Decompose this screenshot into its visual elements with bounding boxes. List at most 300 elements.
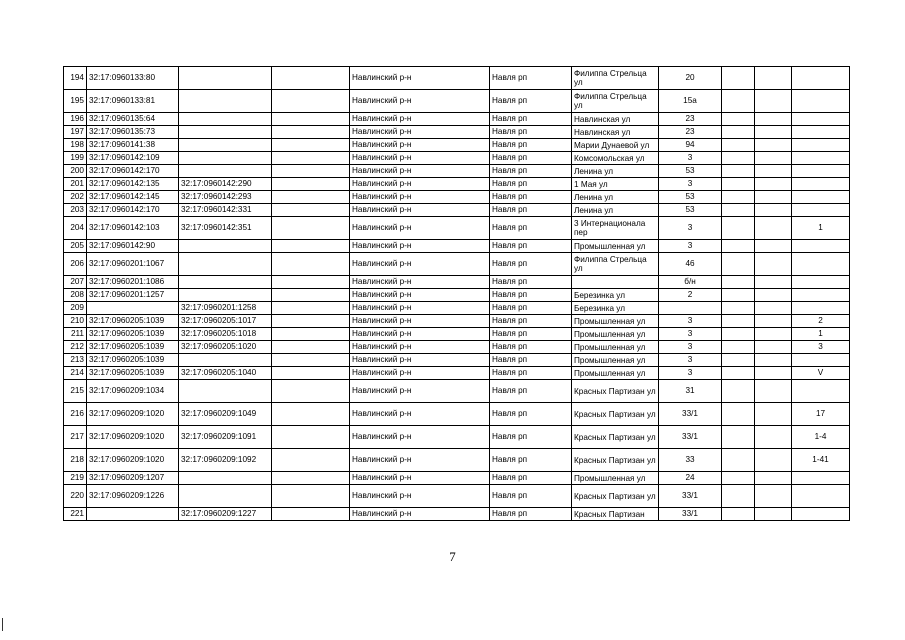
related-cadastral-number [179, 165, 272, 178]
district-cell: Навлинский р-н [350, 472, 490, 485]
related-cadastral-number: 32:17:0960142:351 [179, 217, 272, 240]
cadastral-number: 32:17:0960209:1020 [87, 403, 179, 426]
related-cadastral-number [179, 152, 272, 165]
apartment-cell [792, 289, 850, 302]
house-number-cell: 46 [659, 253, 722, 276]
cadastral-number: 32:17:0960142:90 [87, 240, 179, 253]
settlement-cell: Навля рп [490, 165, 572, 178]
empty-cell [755, 302, 792, 315]
apartment-cell [792, 302, 850, 315]
table-row [64, 449, 850, 472]
empty-cell [722, 485, 755, 508]
house-number-cell: 3 [659, 354, 722, 367]
street-cell: Комсомольская ул [572, 152, 659, 165]
empty-cell [755, 449, 792, 472]
empty-cell [755, 90, 792, 113]
cadastral-number: 32:17:0960142:170 [87, 165, 179, 178]
street-cell: Промышленная ул [572, 367, 659, 380]
street-cell: Красных Партизан ул [572, 449, 659, 472]
empty-cell [722, 380, 755, 403]
empty-cell [272, 178, 350, 191]
house-number-cell [659, 302, 722, 315]
table-row [64, 240, 850, 253]
empty-cell [272, 67, 350, 90]
table-row [64, 367, 850, 380]
empty-cell [755, 253, 792, 276]
district-cell: Навлинский р-н [350, 276, 490, 289]
table-row [64, 113, 850, 126]
apartment-cell [792, 113, 850, 126]
house-number-cell: б/н [659, 276, 722, 289]
empty-cell [272, 191, 350, 204]
settlement-cell: Навля рп [490, 276, 572, 289]
apartment-cell [792, 472, 850, 485]
house-number-cell: 3 [659, 341, 722, 354]
district-cell: Навлинский р-н [350, 204, 490, 217]
district-cell: Навлинский р-н [350, 240, 490, 253]
row-number: 214 [64, 367, 87, 380]
empty-cell [722, 165, 755, 178]
district-cell: Навлинский р-н [350, 508, 490, 521]
district-cell: Навлинский р-н [350, 289, 490, 302]
street-cell: Красных Партизан ул [572, 403, 659, 426]
settlement-cell: Навля рп [490, 113, 572, 126]
house-number-cell: 24 [659, 472, 722, 485]
table-row [64, 380, 850, 403]
empty-cell [755, 315, 792, 328]
house-number-cell: 31 [659, 380, 722, 403]
empty-cell [722, 90, 755, 113]
row-number: 215 [64, 380, 87, 403]
street-cell: Ленина ул [572, 165, 659, 178]
row-number: 196 [64, 113, 87, 126]
house-number-cell: 53 [659, 191, 722, 204]
empty-cell [755, 165, 792, 178]
house-number-cell: 3 [659, 315, 722, 328]
empty-cell [755, 113, 792, 126]
district-cell: Навлинский р-н [350, 341, 490, 354]
empty-cell [755, 289, 792, 302]
row-number: 207 [64, 276, 87, 289]
related-cadastral-number [179, 354, 272, 367]
settlement-cell: Навля рп [490, 354, 572, 367]
apartment-cell [792, 354, 850, 367]
district-cell: Навлинский р-н [350, 178, 490, 191]
cadastral-number: 32:17:0960205:1039 [87, 354, 179, 367]
settlement-cell: Навля рп [490, 302, 572, 315]
empty-cell [722, 217, 755, 240]
row-number: 209 [64, 302, 87, 315]
street-cell: Филиппа Стрельца ул [572, 67, 659, 90]
related-cadastral-number: 32:17:0960205:1017 [179, 315, 272, 328]
apartment-cell [792, 126, 850, 139]
table-row [64, 253, 850, 276]
district-cell: Навлинский р-н [350, 302, 490, 315]
district-cell: Навлинский р-н [350, 152, 490, 165]
district-cell: Навлинский р-н [350, 139, 490, 152]
empty-cell [755, 426, 792, 449]
row-number: 210 [64, 315, 87, 328]
cadastral-number: 32:17:0960205:1039 [87, 341, 179, 354]
table-row [64, 289, 850, 302]
settlement-cell: Навля рп [490, 341, 572, 354]
empty-cell [722, 328, 755, 341]
apartment-cell: 2 [792, 315, 850, 328]
house-number-cell: 2 [659, 289, 722, 302]
street-cell: 3 Интернационала пер [572, 217, 659, 240]
empty-cell [755, 328, 792, 341]
district-cell: Навлинский р-н [350, 449, 490, 472]
empty-cell [722, 449, 755, 472]
table-row [64, 191, 850, 204]
empty-cell [722, 302, 755, 315]
row-number: 219 [64, 472, 87, 485]
related-cadastral-number: 32:17:0960209:1227 [179, 508, 272, 521]
cadastral-number: 32:17:0960209:1226 [87, 485, 179, 508]
street-cell: Березинка ул [572, 289, 659, 302]
related-cadastral-number: 32:17:0960205:1018 [179, 328, 272, 341]
table-row [64, 354, 850, 367]
row-number: 195 [64, 90, 87, 113]
house-number-cell: 33/1 [659, 485, 722, 508]
table-row [64, 472, 850, 485]
district-cell: Навлинский р-н [350, 403, 490, 426]
settlement-cell: Навля рп [490, 315, 572, 328]
district-cell: Навлинский р-н [350, 90, 490, 113]
row-number: 213 [64, 354, 87, 367]
empty-cell [755, 403, 792, 426]
empty-cell [722, 253, 755, 276]
empty-cell [722, 204, 755, 217]
empty-cell [272, 485, 350, 508]
house-number-cell: 33/1 [659, 508, 722, 521]
related-cadastral-number [179, 253, 272, 276]
house-number-cell: 23 [659, 113, 722, 126]
cadastral-number: 32:17:0960205:1039 [87, 315, 179, 328]
street-cell: 1 Мая ул [572, 178, 659, 191]
empty-cell [722, 289, 755, 302]
row-number: 206 [64, 253, 87, 276]
empty-cell [272, 113, 350, 126]
cadastral-number: 32:17:0960135:73 [87, 126, 179, 139]
apartment-cell [792, 191, 850, 204]
related-cadastral-number: 32:17:0960201:1258 [179, 302, 272, 315]
settlement-cell: Навля рп [490, 449, 572, 472]
related-cadastral-number: 32:17:0960205:1020 [179, 341, 272, 354]
district-cell: Навлинский р-н [350, 191, 490, 204]
row-number: 204 [64, 217, 87, 240]
district-cell: Навлинский р-н [350, 328, 490, 341]
apartment-cell [792, 178, 850, 191]
registry-table [63, 66, 850, 521]
row-number: 202 [64, 191, 87, 204]
empty-cell [272, 403, 350, 426]
settlement-cell: Навля рп [490, 139, 572, 152]
empty-cell [272, 426, 350, 449]
district-cell: Навлинский р-н [350, 217, 490, 240]
empty-cell [722, 67, 755, 90]
empty-cell [755, 380, 792, 403]
table-row [64, 426, 850, 449]
settlement-cell: Навля рп [490, 204, 572, 217]
street-cell: Промышленная ул [572, 240, 659, 253]
cadastral-number: 32:17:0960201:1086 [87, 276, 179, 289]
settlement-cell: Навля рп [490, 380, 572, 403]
apartment-cell: 1-4 [792, 426, 850, 449]
empty-cell [722, 191, 755, 204]
settlement-cell: Навля рп [490, 289, 572, 302]
cadastral-number: 32:17:0960142:170 [87, 204, 179, 217]
page-number: 7 [449, 549, 456, 564]
empty-cell [272, 204, 350, 217]
cadastral-number: 32:17:0960142:145 [87, 191, 179, 204]
empty-cell [272, 276, 350, 289]
house-number-cell: 15а [659, 90, 722, 113]
table-row [64, 126, 850, 139]
district-cell: Навлинский р-н [350, 165, 490, 178]
house-number-cell: 53 [659, 204, 722, 217]
empty-cell [755, 367, 792, 380]
settlement-cell: Навля рп [490, 403, 572, 426]
apartment-cell [792, 165, 850, 178]
street-cell: Ленина ул [572, 204, 659, 217]
row-number: 198 [64, 139, 87, 152]
apartment-cell [792, 90, 850, 113]
table-row [64, 90, 850, 113]
table-row [64, 302, 850, 315]
house-number-cell: 3 [659, 328, 722, 341]
related-cadastral-number [179, 485, 272, 508]
street-cell: Промышленная ул [572, 328, 659, 341]
apartment-cell [792, 139, 850, 152]
related-cadastral-number: 32:17:0960142:331 [179, 204, 272, 217]
empty-cell [755, 472, 792, 485]
related-cadastral-number [179, 113, 272, 126]
apartment-cell [792, 204, 850, 217]
street-cell: Красных Партизан [572, 508, 659, 521]
row-number: 220 [64, 485, 87, 508]
house-number-cell: 94 [659, 139, 722, 152]
cadastral-number: 32:17:0960135:64 [87, 113, 179, 126]
table-row [64, 328, 850, 341]
apartment-cell [792, 152, 850, 165]
scan-margin-mark [2, 618, 3, 631]
empty-cell [722, 113, 755, 126]
house-number-cell: 3 [659, 217, 722, 240]
street-cell: Навлинская ул [572, 113, 659, 126]
empty-cell [722, 354, 755, 367]
settlement-cell: Навля рп [490, 472, 572, 485]
settlement-cell: Навля рп [490, 240, 572, 253]
related-cadastral-number [179, 126, 272, 139]
row-number: 211 [64, 328, 87, 341]
table-row [64, 67, 850, 90]
settlement-cell: Навля рп [490, 67, 572, 90]
street-cell: Красных Партизан ул [572, 485, 659, 508]
street-cell: Красных Партизан ул [572, 426, 659, 449]
cadastral-number: 32:17:0960142:135 [87, 178, 179, 191]
house-number-cell: 33/1 [659, 403, 722, 426]
cadastral-number: 32:17:0960209:1020 [87, 449, 179, 472]
cadastral-number: 32:17:0960142:109 [87, 152, 179, 165]
cadastral-number: 32:17:0960141:38 [87, 139, 179, 152]
row-number: 208 [64, 289, 87, 302]
table-row [64, 139, 850, 152]
related-cadastral-number [179, 289, 272, 302]
street-cell: Филиппа Стрельца ул [572, 90, 659, 113]
related-cadastral-number [179, 276, 272, 289]
cadastral-number: 32:17:0960133:81 [87, 90, 179, 113]
empty-cell [272, 367, 350, 380]
house-number-cell: 23 [659, 126, 722, 139]
apartment-cell [792, 380, 850, 403]
apartment-cell: 1 [792, 217, 850, 240]
empty-cell [272, 472, 350, 485]
cadastral-number [87, 302, 179, 315]
table-row [64, 403, 850, 426]
empty-cell [722, 508, 755, 521]
empty-cell [755, 178, 792, 191]
row-number: 199 [64, 152, 87, 165]
apartment-cell: 1 [792, 328, 850, 341]
district-cell: Навлинский р-н [350, 426, 490, 449]
row-number: 200 [64, 165, 87, 178]
street-cell: Промышленная ул [572, 341, 659, 354]
empty-cell [272, 253, 350, 276]
empty-cell [755, 240, 792, 253]
empty-cell [272, 328, 350, 341]
table-row [64, 178, 850, 191]
empty-cell [272, 315, 350, 328]
row-number: 218 [64, 449, 87, 472]
empty-cell [755, 152, 792, 165]
street-cell: Березинка ул [572, 302, 659, 315]
related-cadastral-number: 32:17:0960205:1040 [179, 367, 272, 380]
cadastral-number: 32:17:0960205:1039 [87, 367, 179, 380]
row-number: 201 [64, 178, 87, 191]
house-number-cell: 3 [659, 152, 722, 165]
empty-cell [272, 508, 350, 521]
street-cell: Ленина ул [572, 191, 659, 204]
street-cell: Промышленная ул [572, 315, 659, 328]
empty-cell [272, 289, 350, 302]
empty-cell [722, 315, 755, 328]
street-cell: Красных Партизан ул [572, 380, 659, 403]
row-number: 194 [64, 67, 87, 90]
empty-cell [272, 341, 350, 354]
empty-cell [755, 217, 792, 240]
row-number: 197 [64, 126, 87, 139]
house-number-cell: 33/1 [659, 426, 722, 449]
related-cadastral-number [179, 139, 272, 152]
table-row [64, 217, 850, 240]
apartment-cell [792, 508, 850, 521]
empty-cell [272, 380, 350, 403]
empty-cell [272, 354, 350, 367]
related-cadastral-number [179, 380, 272, 403]
district-cell: Навлинский р-н [350, 367, 490, 380]
apartment-cell [792, 253, 850, 276]
row-number: 217 [64, 426, 87, 449]
related-cadastral-number [179, 67, 272, 90]
table-row [64, 341, 850, 354]
street-cell: Промышленная ул [572, 472, 659, 485]
empty-cell [755, 191, 792, 204]
district-cell: Навлинский р-н [350, 113, 490, 126]
district-cell: Навлинский р-н [350, 315, 490, 328]
empty-cell [722, 403, 755, 426]
empty-cell [272, 240, 350, 253]
district-cell: Навлинский р-н [350, 354, 490, 367]
empty-cell [722, 472, 755, 485]
empty-cell [755, 139, 792, 152]
district-cell: Навлинский р-н [350, 380, 490, 403]
empty-cell [272, 217, 350, 240]
apartment-cell [792, 240, 850, 253]
empty-cell [272, 126, 350, 139]
empty-cell [722, 341, 755, 354]
settlement-cell: Навля рп [490, 253, 572, 276]
house-number-cell: 3 [659, 240, 722, 253]
empty-cell [722, 426, 755, 449]
table-body [64, 67, 850, 521]
table-row [64, 508, 850, 521]
cadastral-number: 32:17:0960205:1039 [87, 328, 179, 341]
empty-cell [272, 139, 350, 152]
related-cadastral-number [179, 90, 272, 113]
house-number-cell: 3 [659, 367, 722, 380]
table-row [64, 152, 850, 165]
empty-cell [755, 204, 792, 217]
district-cell: Навлинский р-н [350, 485, 490, 508]
empty-cell [755, 126, 792, 139]
cadastral-number: 32:17:0960142:103 [87, 217, 179, 240]
related-cadastral-number: 32:17:0960209:1092 [179, 449, 272, 472]
empty-cell [722, 367, 755, 380]
apartment-cell [792, 485, 850, 508]
empty-cell [755, 354, 792, 367]
district-cell: Навлинский р-н [350, 126, 490, 139]
street-cell: Навлинская ул [572, 126, 659, 139]
table-row [64, 276, 850, 289]
related-cadastral-number: 32:17:0960142:293 [179, 191, 272, 204]
empty-cell [272, 302, 350, 315]
empty-cell [272, 90, 350, 113]
row-number: 203 [64, 204, 87, 217]
settlement-cell: Навля рп [490, 152, 572, 165]
row-number: 212 [64, 341, 87, 354]
related-cadastral-number [179, 472, 272, 485]
settlement-cell: Навля рп [490, 90, 572, 113]
settlement-cell: Навля рп [490, 485, 572, 508]
street-cell: Промышленная ул [572, 354, 659, 367]
empty-cell [722, 126, 755, 139]
settlement-cell: Навля рп [490, 217, 572, 240]
table-row [64, 204, 850, 217]
cadastral-number [87, 508, 179, 521]
empty-cell [272, 449, 350, 472]
related-cadastral-number: 32:17:0960209:1091 [179, 426, 272, 449]
house-number-cell: 20 [659, 67, 722, 90]
related-cadastral-number: 32:17:0960209:1049 [179, 403, 272, 426]
row-number: 216 [64, 403, 87, 426]
settlement-cell: Навля рп [490, 367, 572, 380]
apartment-cell [792, 276, 850, 289]
related-cadastral-number [179, 240, 272, 253]
street-cell: Марии Дунаевой ул [572, 139, 659, 152]
empty-cell [755, 508, 792, 521]
empty-cell [722, 152, 755, 165]
